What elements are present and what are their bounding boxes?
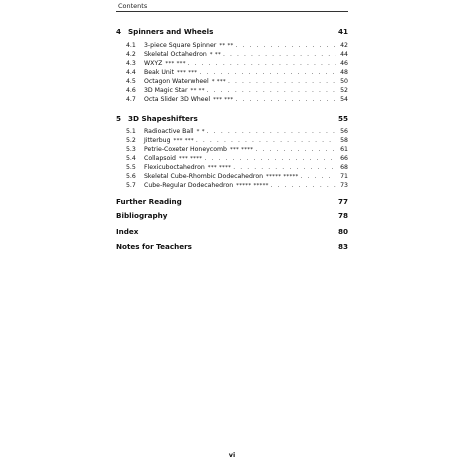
difficulty-stars: *** *** bbox=[177, 70, 198, 76]
difficulty-stars: *** **** bbox=[207, 165, 232, 171]
difficulty-stars: * *** bbox=[211, 79, 226, 85]
leader-dots bbox=[188, 60, 336, 67]
leader-dots bbox=[204, 155, 336, 162]
toc-entry[interactable]: 4.6 3D Magic Star ** ** . . . 52 bbox=[126, 87, 348, 95]
difficulty-stars: ** ** bbox=[219, 43, 234, 49]
leader-dots bbox=[223, 51, 336, 58]
chapter-5-heading[interactable] bbox=[116, 114, 348, 124]
difficulty-stars: *** **** bbox=[229, 147, 254, 153]
difficulty-stars: ***** ***** bbox=[266, 174, 299, 180]
toc-entry[interactable]: 4.4 Beak Unit *** *** . . . 48 bbox=[126, 69, 348, 77]
toc-entry[interactable]: 5.1 Radioactive Ball * * . . . 56 bbox=[126, 128, 348, 136]
further-reading-entry[interactable]: Further Reading 77 bbox=[116, 197, 348, 206]
difficulty-stars: * ** bbox=[209, 52, 221, 58]
difficulty-stars: *** *** bbox=[165, 61, 186, 67]
difficulty-stars: ***** ***** bbox=[236, 183, 269, 189]
leader-dots bbox=[196, 137, 336, 144]
toc-entry[interactable]: 4.7 Octa Slider 3D Wheel *** *** . . . 54 bbox=[126, 96, 348, 104]
leader-dots bbox=[207, 128, 336, 135]
chapter-5-label: 5 3D Shapeshifters bbox=[116, 114, 198, 123]
bibliography-entry[interactable]: Bibliography 78 bbox=[116, 211, 348, 220]
leader-dots bbox=[233, 164, 336, 171]
toc-entry[interactable]: 4.2 Skeletal Octahedron * ** . . . 44 bbox=[126, 51, 348, 59]
chapter-5-page: 55 bbox=[337, 114, 348, 123]
header-rule bbox=[116, 11, 348, 12]
chapter-4-label: 4 Spinners and Wheels bbox=[116, 27, 214, 36]
leader-dots bbox=[207, 87, 336, 94]
leader-dots bbox=[271, 182, 336, 189]
toc-entry[interactable]: 5.4 Collapsoid *** **** . . . 66 bbox=[126, 155, 348, 163]
page-number: vi bbox=[228, 451, 236, 459]
leader-dots bbox=[228, 78, 336, 85]
toc-entry[interactable]: 4.5 Octagon Waterwheel * *** . . . 50 bbox=[126, 78, 348, 86]
difficulty-stars: *** **** bbox=[178, 156, 203, 162]
difficulty-stars: ** ** bbox=[190, 88, 205, 94]
difficulty-stars: *** *** bbox=[213, 97, 234, 103]
leader-dots bbox=[255, 146, 336, 153]
leader-dots bbox=[199, 69, 336, 76]
toc-entry[interactable]: 4.3 WXYZ *** *** . . . 46 bbox=[126, 60, 348, 68]
toc-entry[interactable]: 4.1 3-piece Square Spinner ** ** . . . 42 bbox=[126, 42, 348, 50]
notes-for-teachers-entry[interactable]: Notes for Teachers 83 bbox=[116, 242, 348, 251]
chapter-4-heading[interactable] bbox=[116, 27, 348, 37]
toc-entry[interactable]: 5.7 Cube-Regular Dodecahedron ***** ***** . . . 73 bbox=[126, 182, 348, 190]
chapter-4-page: 41 bbox=[337, 27, 348, 36]
toc-entry[interactable]: 5.2 Jitterbug *** *** . . . 58 bbox=[126, 137, 348, 145]
difficulty-stars: * * bbox=[196, 129, 205, 135]
leader-dots bbox=[301, 173, 336, 180]
toc-entry[interactable]: 5.5 Flexicuboctahedron *** **** . . . 68 bbox=[126, 164, 348, 172]
leader-dots bbox=[236, 42, 336, 49]
running-head: Contents bbox=[118, 2, 148, 10]
toc-entry[interactable]: 5.6 Skeletal Cube-Rhombic Dodecahedron ***** ***** . . . 71 bbox=[126, 173, 348, 181]
index-entry[interactable]: Index 80 bbox=[116, 227, 348, 236]
toc-entry[interactable]: 5.3 Petrie-Coxeter Honeycomb *** **** . . . 61 bbox=[126, 146, 348, 154]
leader-dots bbox=[235, 96, 336, 103]
difficulty-stars: *** *** bbox=[173, 138, 194, 144]
